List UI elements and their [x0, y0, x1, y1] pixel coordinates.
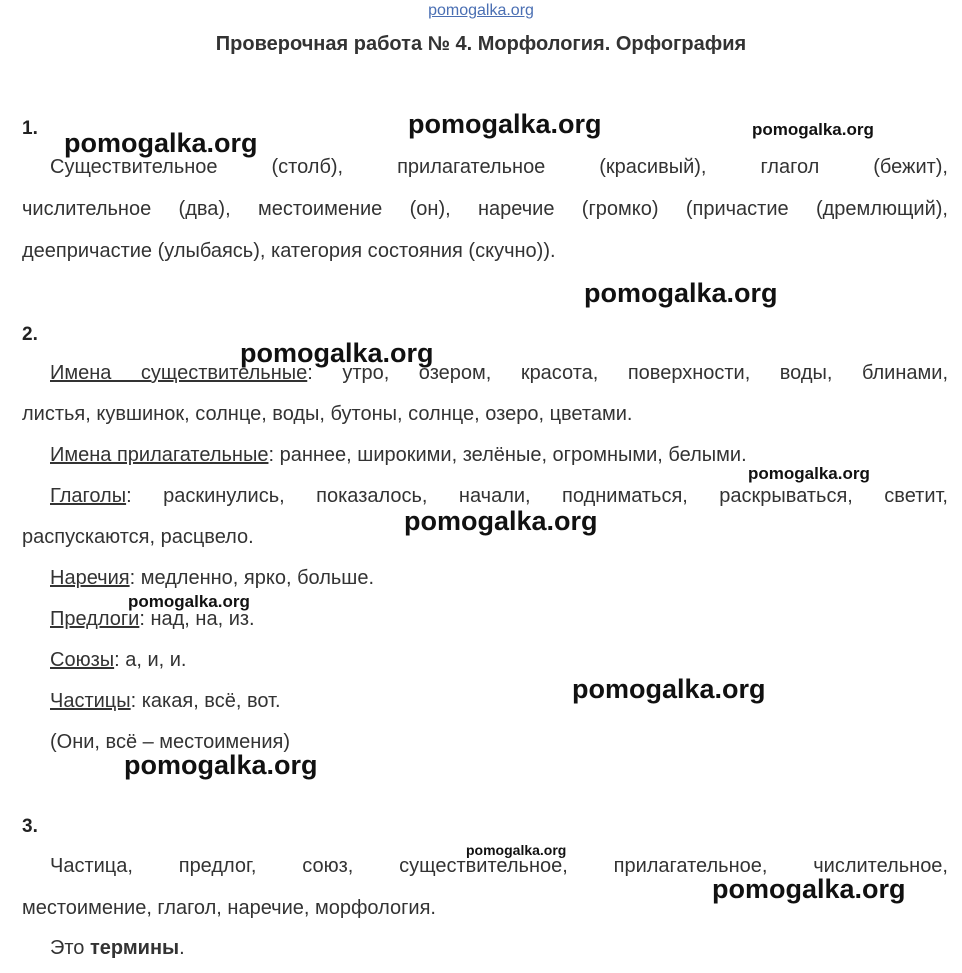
- watermark: pomogalka.org: [64, 128, 258, 158]
- watermark: pomogalka.org: [748, 464, 870, 483]
- particles-text: : какая, всё, вот.: [130, 690, 281, 712]
- watermark: pomogalka.org: [128, 592, 250, 611]
- watermark: pomogalka.org: [466, 842, 567, 858]
- section-1-line-3: деепричастие (улыбаясь), категория состояния (скучно)).: [22, 240, 556, 262]
- section-1-number: 1.: [22, 118, 38, 139]
- watermark: pomogalka.org: [752, 120, 874, 139]
- verbs-label: Глаголы: [50, 485, 127, 507]
- conclusion-prefix: Это: [50, 937, 90, 959]
- verbs-line-2: распускаются, расцвело.: [22, 526, 254, 548]
- section-3-line-2: местоимение, глагол, наречие, морфология.: [22, 897, 436, 919]
- watermark: pomogalka.org: [240, 338, 434, 368]
- watermark: pomogalka.org: [404, 506, 598, 536]
- section-3-conclusion: [50, 937, 185, 960]
- section-1-line-1-text: Существительное (столб), прилагательное (красивый), глагол (бежит),: [50, 156, 948, 178]
- section-3-line-1-text: Частица, предлог, союз, существительное, прилагательное, числительное,: [50, 855, 948, 877]
- adjectives-line: [50, 444, 747, 467]
- pronouns-note: (Они, всё – местоимения): [50, 731, 290, 753]
- adverbs-label: Наречия: [50, 567, 130, 589]
- conjunctions-label: Союзы: [50, 649, 115, 671]
- section-1-line-2: [22, 198, 948, 221]
- adverbs-line: [50, 567, 374, 590]
- adjectives-label: Имена прилагательные: [50, 444, 269, 466]
- particles-line: [50, 690, 281, 713]
- section-1-line-2-text: числительное (два), местоимение (он), наречие (громко) (причастие (дремлющий),: [22, 198, 948, 220]
- nouns-label: Имена существительные: [50, 362, 308, 384]
- section-3-number: 3.: [22, 816, 38, 837]
- verbs-line-1: [50, 485, 948, 508]
- watermark: pomogalka.org: [584, 278, 778, 308]
- verbs-text-1: : раскинулись, показалось, начали, подниматься, раскрываться, светит,: [126, 485, 948, 507]
- top-watermark-link[interactable]: pomogalka.org: [428, 2, 534, 19]
- nouns-line-1: [50, 362, 948, 385]
- section-1-line-1: [50, 156, 948, 179]
- particles-label: Частицы: [50, 690, 131, 712]
- watermark: pomogalka.org: [712, 874, 906, 904]
- section-2-number: 2.: [22, 324, 38, 345]
- conclusion-suffix: .: [179, 937, 185, 959]
- nouns-line-2: листья, кувшинок, солнце, воды, бутоны, солнце, озеро, цветами.: [22, 403, 633, 425]
- adjectives-text: : раннее, широкими, зелёные, огромными, белыми.: [268, 444, 747, 466]
- conclusion-term: термины: [90, 937, 180, 959]
- watermark: pomogalka.org: [124, 750, 318, 780]
- conjunctions-text: : а, и, и.: [114, 649, 187, 671]
- conjunctions-line: [50, 649, 187, 672]
- prepositions-label: Предлоги: [50, 608, 140, 630]
- adverbs-text: : медленно, ярко, больше.: [129, 567, 375, 589]
- watermark: pomogalka.org: [408, 109, 602, 139]
- nouns-text-1: : утро, озером, красота, поверхности, воды, блинами,: [307, 362, 949, 384]
- watermark: pomogalka.org: [572, 674, 766, 704]
- page-title: Проверочная работа № 4. Морфология. Орфография: [215, 33, 747, 55]
- prepositions-text: : над, на, из.: [139, 608, 255, 630]
